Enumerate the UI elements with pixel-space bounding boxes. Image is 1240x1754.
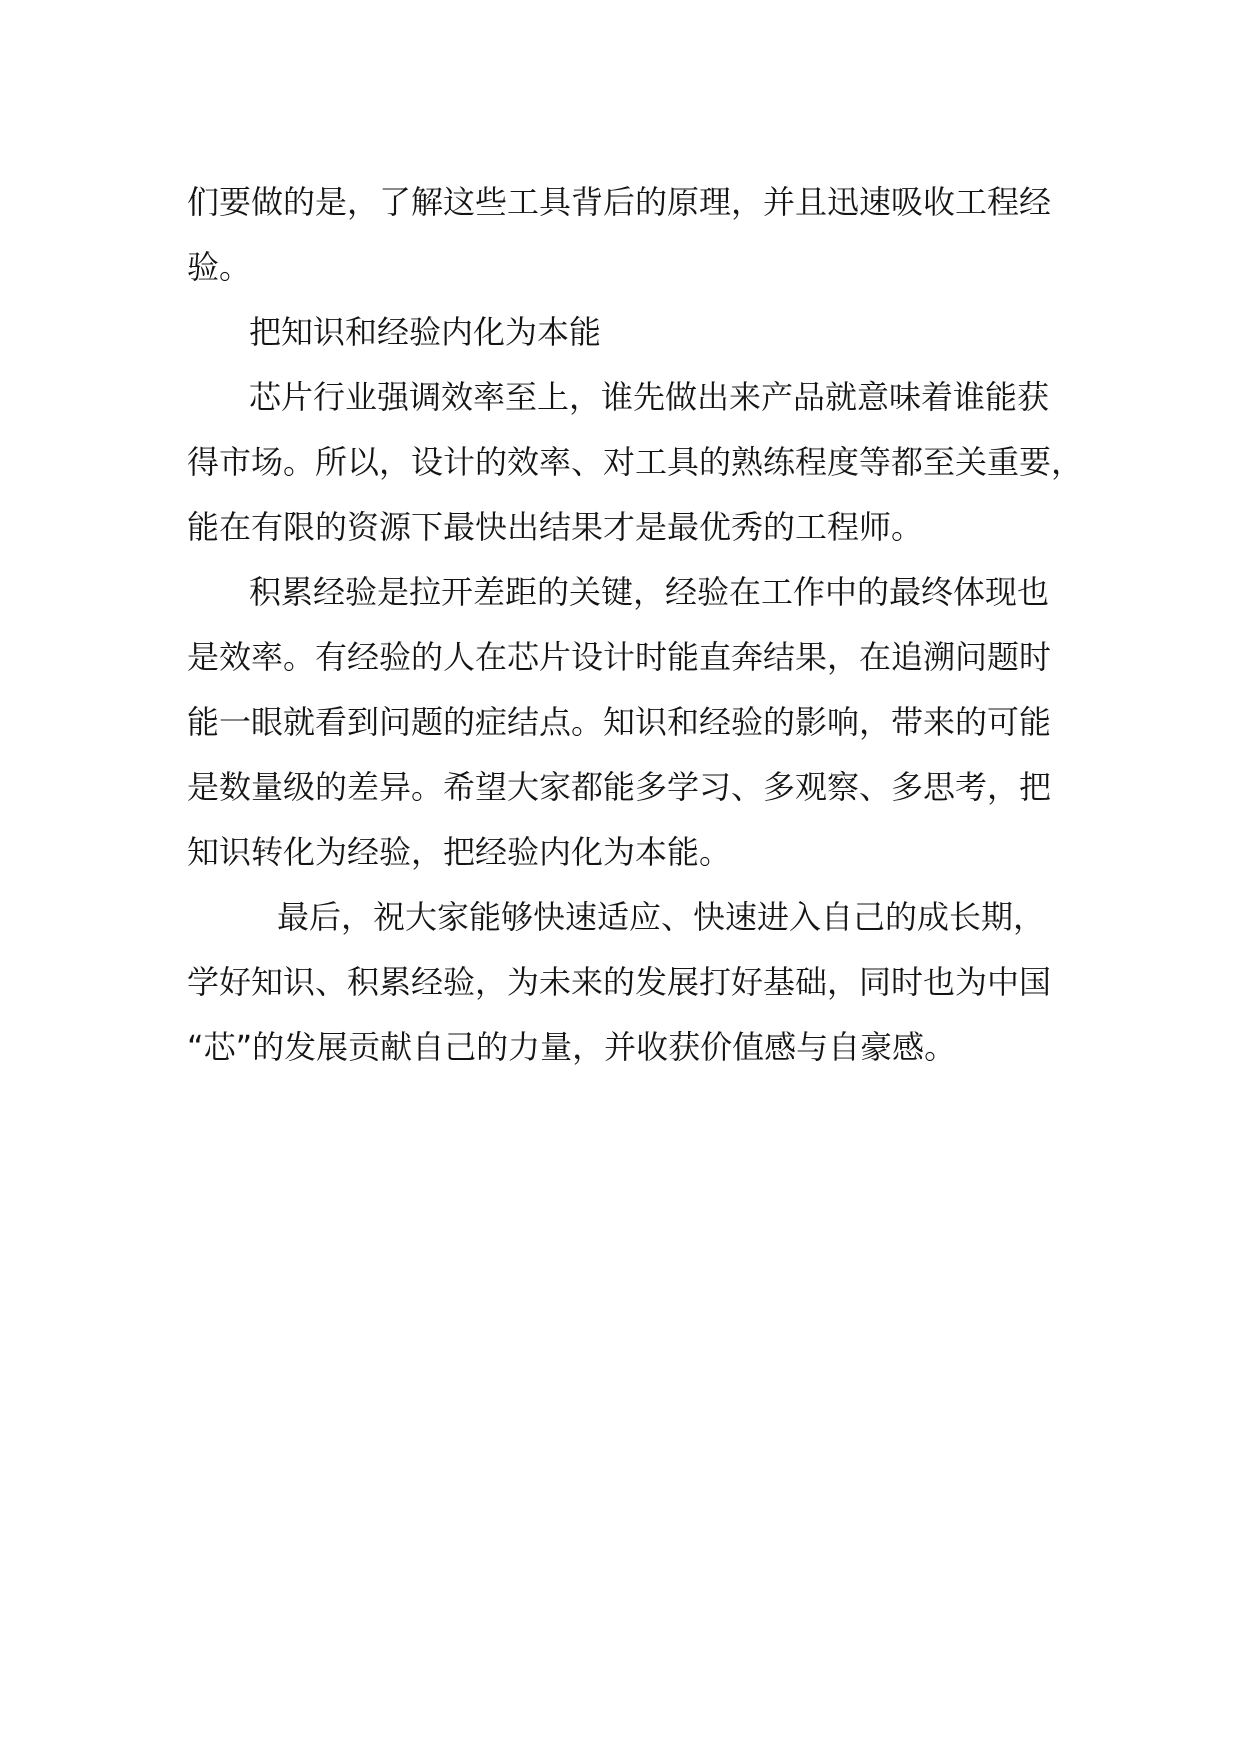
text-line: 验。 [187,248,252,286]
text-line: 积累经验是拉开差距的关键，经验在工作中的最终体现也 [249,573,1050,611]
text-line: 是效率。有经验的人在芯片设计时能直奔结果，在追溯问题时 [187,638,1052,676]
text-line: 得市场。所以，设计的效率、对工具的熟练程度等都至关重要， [187,443,1084,481]
text-line: “芯”的发展贡献自己的力量，并收获价值感与自豪感。 [187,1028,957,1066]
text-line: 最后，祝大家能够快速适应、快速进入自己的成长期， [277,898,1046,936]
text-line: 学好知识、积累经验，为未来的发展打好基础，同时也为中国 [187,963,1052,1001]
section-heading: 把知识和经验内化为本能 [249,313,602,351]
text-line: 能在有限的资源下最快出结果才是最优秀的工程师。 [187,508,924,546]
text-line: 能一眼就看到问题的症结点。知识和经验的影响，带来的可能 [187,703,1052,741]
text-line: 知识转化为经验，把经验内化为本能。 [187,833,732,871]
text-line: 是数量级的差异。希望大家都能多学习、多观察、多思考，把 [187,768,1052,806]
text-line: 们要做的是，了解这些工具背后的原理，并且迅速吸收工程经 [187,183,1052,221]
body-text [187,170,1087,1080]
text-line: 芯片行业强调效率至上，谁先做出来产品就意味着谁能获 [249,378,1050,416]
